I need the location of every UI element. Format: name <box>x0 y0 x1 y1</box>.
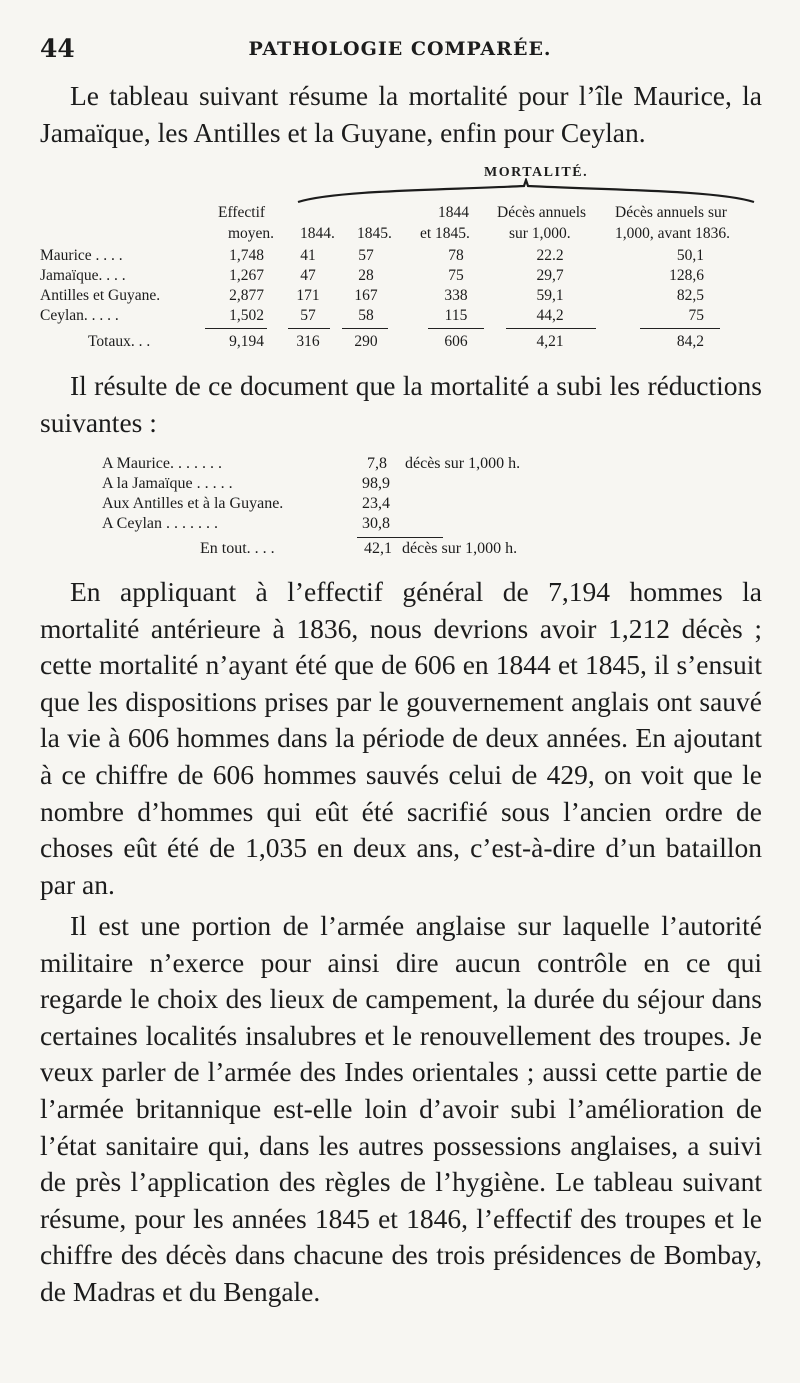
col-annual-subheader: sur 1,000. <box>509 225 571 242</box>
mortality-table <box>0 0 800 360</box>
table-cell-1845: 57 <box>358 247 374 264</box>
totals-annual: 4,21 <box>536 333 564 350</box>
table-row-label: Ceylan. . . . . <box>40 307 119 324</box>
table-cell-1844: 171 <box>296 287 320 304</box>
india-paragraph: Il est une portion de l’armée anglaise sur laquelle l’autorité militaire n’exerce pour ainsi dire aucun contrôle en ce qui regarde le choix des lieux de campement, la durée du séjour dans certaines localités insalubres et le renouvellement des troupes. Je veux parler de l’armée des Indes orientales ; aussi cette partie de l’armée britannique est-elle loin d’avoir subi l’amélioration de l’état sanitaire qui, dans les autres possessions anglaises, a suivi de près l’application des règles de l’hygiène. Le tableau suivant résume, pour les années 1845 et 1846, l’effectif des troupes et le chiffre des décès dans chacune des trois présidences de Bombay, de Madras et du Bengale. <box>40 910 762 1307</box>
totals-label: Totaux. . . <box>88 333 151 350</box>
table-cell-annual: 44,2 <box>536 307 564 324</box>
list-item-label: A la Jamaïque . . . . . <box>102 475 233 492</box>
table-cell-1844: 57 <box>300 307 316 324</box>
table-cell-both: 338 <box>444 287 468 304</box>
col-both-subheader: et 1845. <box>420 225 470 242</box>
col-1844-header: 1844. <box>300 225 335 242</box>
intro-paragraph: Le tableau suivant résume la mortalité pour l’île Maurice, la Jamaïque, les Antilles et la Guyane, enfin pour Ceylan. <box>40 80 762 148</box>
col-before-header: Décès annuels sur <box>615 204 727 221</box>
table-cell-both: 75 <box>448 267 464 284</box>
col-annual-header: Décès annuels <box>497 204 587 221</box>
table-cell-before: 50,1 <box>676 247 704 264</box>
table-row-label: Maurice . . . . <box>40 247 123 264</box>
result-paragraph: Il résulte de ce document que la mortalité a subi les réductions suivantes : <box>40 370 762 438</box>
col-effectif-subheader: moyen. <box>228 225 275 242</box>
list-item-unit: décès sur 1,000 h. <box>405 455 521 472</box>
totals-both: 606 <box>444 333 468 350</box>
table-cell-1844: 41 <box>300 247 316 264</box>
total-unit: décès sur 1,000 h. <box>402 540 518 557</box>
table-cell-both: 115 <box>444 307 468 324</box>
table-cell-both: 78 <box>448 247 464 264</box>
table-group-heading: MORTALITÉ. <box>484 165 589 180</box>
totals-1845: 290 <box>354 333 378 350</box>
apply-paragraph: En appliquant à l’effectif général de 7,194 hommes la mortalité antérieure à 1836, nous devrions avoir 1,212 décès ; cette mortalité n’ayant été que de 606 en 1844 et 1845, il s’ensuit que les dispositions prises par le gouvernement anglais ont sauvé la vie à 606 hommes dans la période de deux années. En ajoutant à ce chiffre de 606 hommes sauvés celui de 429, on voit que le nombre d’hommes qui eût été sacrifié sous l’ancien ordre de choses eût été de 1,035 en deux ans, c’est-à-dire d’un bataillon par an. <box>40 576 762 900</box>
table-cell-effectif: 2,877 <box>229 287 264 304</box>
table-cell-annual: 22.2 <box>536 247 564 264</box>
table-cell-annual: 29,7 <box>536 267 564 284</box>
table-cell-1845: 167 <box>354 287 378 304</box>
running-title: PATHOLOGIE COMPARÉE. <box>248 38 552 60</box>
total-rule <box>342 328 388 329</box>
table-cell-effectif: 1,502 <box>229 307 264 324</box>
total-value: 42,1 <box>364 540 392 557</box>
table-cell-before: 128,6 <box>669 267 704 284</box>
table-cell-effectif: 1,748 <box>229 247 264 264</box>
total-label: En tout. . . . <box>200 540 275 557</box>
table-cell-1844: 47 <box>300 267 316 284</box>
table-cell-1845: 58 <box>358 307 374 324</box>
page-number: 44 <box>40 34 75 63</box>
total-rule <box>640 328 720 329</box>
list-item-value: 7,8 <box>367 455 387 472</box>
table-row-label: Jamaïque. . . . <box>40 267 126 284</box>
list-item-value: 98,9 <box>362 475 390 492</box>
table-cell-before: 82,5 <box>676 287 704 304</box>
table-cell-1845: 28 <box>358 267 374 284</box>
list-item-label: Aux Antilles et à la Guyane. <box>102 495 284 512</box>
sum-rule <box>357 537 443 538</box>
list-item-value: 30,8 <box>362 515 390 532</box>
totals-1844: 316 <box>296 333 320 350</box>
total-rule <box>205 328 267 329</box>
total-rule <box>428 328 484 329</box>
table-cell-annual: 59,1 <box>536 287 564 304</box>
table-cell-effectif: 1,267 <box>229 267 264 284</box>
list-item-value: 23,4 <box>362 495 390 512</box>
total-rule <box>506 328 596 329</box>
list-item-label: A Maurice. . . . . . . <box>102 455 222 472</box>
col-both-header: 1844 <box>438 204 469 221</box>
col-1845-header: 1845. <box>357 225 392 242</box>
col-effectif-header: Effectif <box>218 204 266 221</box>
brace-icon <box>296 178 756 204</box>
totals-effectif: 9,194 <box>229 333 264 350</box>
table-cell-before: 75 <box>688 307 704 324</box>
col-before-subheader: 1,000, avant 1836. <box>615 225 730 242</box>
list-item-label: A Ceylan . . . . . . . <box>102 515 218 532</box>
total-rule <box>288 328 330 329</box>
table-row-label: Antilles et Guyane. <box>40 287 161 304</box>
totals-before: 84,2 <box>676 333 704 350</box>
